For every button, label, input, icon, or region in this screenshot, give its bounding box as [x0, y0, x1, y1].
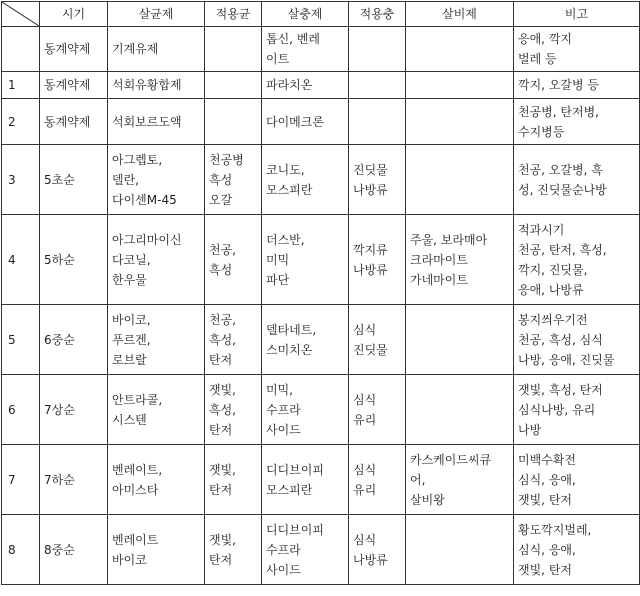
cell-insect-target — [349, 515, 406, 585]
cell-line: 탄저 — [209, 422, 233, 437]
cell-fungus-target — [205, 215, 262, 305]
cell-line: 잿빛, — [209, 462, 236, 477]
row-index-cell: 5 — [2, 305, 40, 375]
row-index-cell: 1 — [2, 72, 40, 99]
cell-line: 동계약제 — [44, 114, 91, 129]
cell-fungus-target — [205, 145, 262, 215]
cell-line: 진딧물 — [353, 162, 388, 177]
cell-insecticide — [262, 445, 349, 515]
cell-line: 석회유황합제 — [112, 78, 182, 92]
cell-fungus-target — [205, 72, 262, 99]
cell-line: 잿빛, 탄저 — [518, 562, 572, 577]
cell-remarks — [514, 305, 640, 375]
cell-line: 잿빛, — [209, 532, 236, 547]
cell-line: 살비왕 — [410, 492, 445, 507]
cell-line: 흑성, — [209, 402, 236, 417]
cell-line: 안트라콜, — [112, 392, 163, 407]
cell-fungus-target — [205, 305, 262, 375]
cell-line: 사이드 — [266, 562, 301, 577]
cell-line: 디디브이피 — [266, 462, 324, 477]
cell-line: 스미치온 — [266, 342, 313, 357]
cell-line: 모스피란 — [266, 182, 313, 197]
cell-line: 심식 — [353, 462, 377, 477]
cell-fungus-target — [205, 375, 262, 445]
cell-line: 석회보르도액 — [112, 114, 182, 129]
cell-line: 깍지류 — [353, 242, 388, 257]
cell-insecticide — [262, 27, 349, 72]
header-fungicide: 살균제 — [108, 2, 205, 27]
cell-line: 바이코, — [112, 312, 151, 327]
cell-season — [40, 515, 108, 585]
table-row — [2, 445, 640, 515]
cell-line: 톱신, 벤레 — [266, 32, 320, 46]
cell-line: 다이메크론 — [266, 114, 324, 129]
cell-line: 5초순 — [44, 172, 75, 187]
cell-insect-target — [349, 305, 406, 375]
cell-line: 흑성, — [209, 332, 236, 347]
cell-line: 수지병등 — [518, 124, 565, 139]
row-index-cell: 4 — [2, 215, 40, 305]
cell-line: 모스피란 — [266, 482, 313, 497]
table-row — [2, 375, 640, 445]
cell-line: 깍지, 진딧물, — [518, 262, 588, 277]
cell-line: 로브랄 — [112, 352, 147, 367]
cell-line: 나방, 응애, 진딧물 — [518, 352, 615, 367]
cell-line: 주울, 보라매아 — [410, 232, 488, 247]
cell-insect-target — [349, 145, 406, 215]
cell-remarks — [514, 99, 640, 145]
cell-remarks — [514, 145, 640, 215]
cell-line: 탄저 — [209, 482, 233, 497]
cell-line: 심식 — [353, 532, 377, 547]
cell-line: 벌레 등 — [518, 52, 557, 66]
cell-fungicide — [108, 305, 205, 375]
row-index-cell: 2 — [2, 99, 40, 145]
cell-miticide — [406, 27, 514, 72]
table-row — [2, 305, 640, 375]
cell-insecticide — [262, 305, 349, 375]
cell-line: 천공, 오갈병, 흑 — [518, 162, 603, 177]
cell-line: 봉지씌우기전 — [518, 312, 588, 327]
table-body — [2, 27, 640, 585]
cell-line: 7상순 — [44, 402, 75, 417]
cell-line: 천공, 흑성, 심식 — [518, 332, 603, 347]
cell-miticide — [406, 72, 514, 99]
cell-line: 심식나방, 유리 — [518, 402, 596, 417]
table-row — [2, 72, 640, 99]
cell-fungicide — [108, 72, 205, 99]
cell-line: 가네마이트 — [410, 272, 468, 287]
cell-line: 아미스타 — [112, 482, 159, 497]
cell-line: 황도깍지벌레, — [518, 522, 592, 537]
cell-insect-target — [349, 99, 406, 145]
header-insecticide: 살충제 — [262, 2, 349, 27]
cell-line: 오갈 — [209, 192, 233, 207]
cell-line: 나방류 — [353, 552, 388, 567]
cell-fungicide — [108, 375, 205, 445]
cell-line: 천공, — [209, 242, 236, 257]
cell-line: 나방 — [518, 422, 542, 437]
cell-insect-target — [349, 215, 406, 305]
row-index-cell: 3 — [2, 145, 40, 215]
cell-line: 다코닐, — [112, 252, 151, 267]
cell-line: 더스반, — [266, 232, 305, 247]
table-row — [2, 99, 640, 145]
cell-line: 코니도, — [266, 162, 305, 177]
cell-line: 흑성 — [209, 172, 233, 187]
cell-insecticide — [262, 515, 349, 585]
cell-miticide — [406, 305, 514, 375]
cell-line: 천공, 탄저, 흑성, — [518, 242, 607, 257]
cell-fungicide — [108, 215, 205, 305]
header-season: 시기 — [40, 2, 108, 27]
cell-line: 수프라 — [266, 542, 301, 557]
cell-line: 나방류 — [353, 182, 388, 197]
table-row — [2, 145, 640, 215]
cell-line: 사이드 — [266, 422, 301, 437]
cell-insect-target — [349, 27, 406, 72]
cell-line: 깍지, 오갈병 등 — [518, 78, 599, 92]
cell-fungicide — [108, 515, 205, 585]
row-index-cell: 7 — [2, 445, 40, 515]
cell-insecticide — [262, 145, 349, 215]
cell-line: 디디브이피 — [266, 522, 324, 537]
header-insect-target: 적용충 — [349, 2, 406, 27]
cell-line: 심식, 응애, — [518, 472, 576, 487]
cell-insecticide — [262, 375, 349, 445]
cell-miticide — [406, 145, 514, 215]
table-row — [2, 515, 640, 585]
cell-remarks — [514, 375, 640, 445]
cell-fungicide — [108, 27, 205, 72]
cell-miticide — [406, 515, 514, 585]
cell-miticide — [406, 445, 514, 515]
cell-line: 탄저 — [209, 552, 233, 567]
cell-line: 유리 — [353, 412, 377, 427]
cell-season — [40, 145, 108, 215]
cell-line: 푸르겐, — [112, 332, 151, 347]
row-index-cell — [2, 27, 40, 72]
cell-line: 다이센M-45 — [112, 192, 177, 207]
pesticide-schedule-table — [1, 1, 640, 585]
cell-remarks — [514, 72, 640, 99]
cell-fungus-target — [205, 99, 262, 145]
cell-line: 잿빛, — [209, 382, 236, 397]
cell-miticide — [406, 375, 514, 445]
cell-season — [40, 27, 108, 72]
cell-insect-target — [349, 375, 406, 445]
cell-line: 이트 — [266, 52, 290, 66]
cell-line: 기계유제 — [112, 42, 159, 56]
header-remarks: 비고 — [514, 2, 640, 27]
cell-miticide — [406, 99, 514, 145]
cell-fungicide — [108, 445, 205, 515]
cell-fungus-target — [205, 445, 262, 515]
cell-line: 응애, 깍지 — [518, 32, 572, 46]
cell-line: 시스텐 — [112, 412, 147, 427]
cell-line: 심식 — [353, 392, 377, 407]
header-row — [2, 2, 640, 27]
cell-line: 파단 — [266, 272, 290, 287]
cell-fungus-target — [205, 27, 262, 72]
cell-line: 8중순 — [44, 542, 75, 557]
diagonal-corner-cell — [2, 2, 40, 27]
cell-remarks — [514, 445, 640, 515]
cell-fungicide — [108, 145, 205, 215]
cell-line: 진딧물 — [353, 342, 388, 357]
cell-season — [40, 72, 108, 99]
cell-line: 동계약제 — [44, 42, 91, 56]
cell-line: 흑성 — [209, 262, 233, 277]
cell-line: 파라치온 — [266, 78, 313, 92]
cell-line: 아그렙토, — [112, 152, 163, 167]
cell-fungus-target — [205, 515, 262, 585]
cell-line: 벤레이트, — [112, 462, 163, 477]
cell-line: 바이코 — [112, 552, 147, 567]
table-row — [2, 27, 640, 72]
cell-line: 적과시기 — [518, 222, 565, 237]
cell-line: 델타네트, — [266, 322, 317, 337]
cell-line: 천공, — [209, 312, 236, 327]
cell-line: 잿빛, 흑성, 탄저 — [518, 382, 603, 397]
cell-season — [40, 215, 108, 305]
header-fungus-target: 적용균 — [205, 2, 262, 27]
cell-line: 벤레이트 — [112, 532, 159, 547]
table-row — [2, 215, 640, 305]
cell-line: 잿빛, 탄저 — [518, 492, 572, 507]
cell-line: 크라마이트 — [410, 252, 468, 267]
cell-remarks — [514, 515, 640, 585]
cell-miticide — [406, 215, 514, 305]
cell-line: 심식 — [353, 322, 377, 337]
cell-season — [40, 375, 108, 445]
cell-line: 나방류 — [353, 262, 388, 277]
header-miticide: 살비제 — [406, 2, 514, 27]
cell-season — [40, 445, 108, 515]
cell-line: 미백수확전 — [518, 452, 576, 467]
cell-remarks — [514, 27, 640, 72]
cell-remarks — [514, 215, 640, 305]
cell-line: 5하순 — [44, 252, 75, 267]
cell-line: 미믹, — [266, 382, 293, 397]
cell-line: 심식, 응애, — [518, 542, 576, 557]
cell-season — [40, 305, 108, 375]
cell-line: 천공병 — [209, 152, 244, 167]
cell-season — [40, 99, 108, 145]
cell-line: 델란, — [112, 172, 139, 187]
cell-line: 수프라 — [266, 402, 301, 417]
cell-insect-target — [349, 445, 406, 515]
cell-line: 카스케이드씨큐 — [410, 452, 492, 467]
cell-line: 한우물 — [112, 272, 147, 287]
cell-insecticide — [262, 72, 349, 99]
cell-line: 응애, 나방류 — [518, 282, 584, 297]
cell-fungicide — [108, 99, 205, 145]
row-index-cell: 8 — [2, 515, 40, 585]
cell-line: 미믹 — [266, 252, 290, 267]
cell-line: 탄저 — [209, 352, 233, 367]
cell-line: 7하순 — [44, 472, 75, 487]
cell-line: 6중순 — [44, 332, 75, 347]
cell-insect-target — [349, 72, 406, 99]
cell-insecticide — [262, 215, 349, 305]
cell-line: 유리 — [353, 482, 377, 497]
cell-insecticide — [262, 99, 349, 145]
row-index-cell: 6 — [2, 375, 40, 445]
cell-line: 동계약제 — [44, 78, 91, 92]
cell-line: 천공병, 탄저병, — [518, 104, 599, 119]
cell-line: 어, — [410, 472, 426, 487]
cell-line: 아그리마이신 — [112, 232, 182, 247]
cell-line: 성, 진딧물순나방 — [518, 182, 607, 197]
